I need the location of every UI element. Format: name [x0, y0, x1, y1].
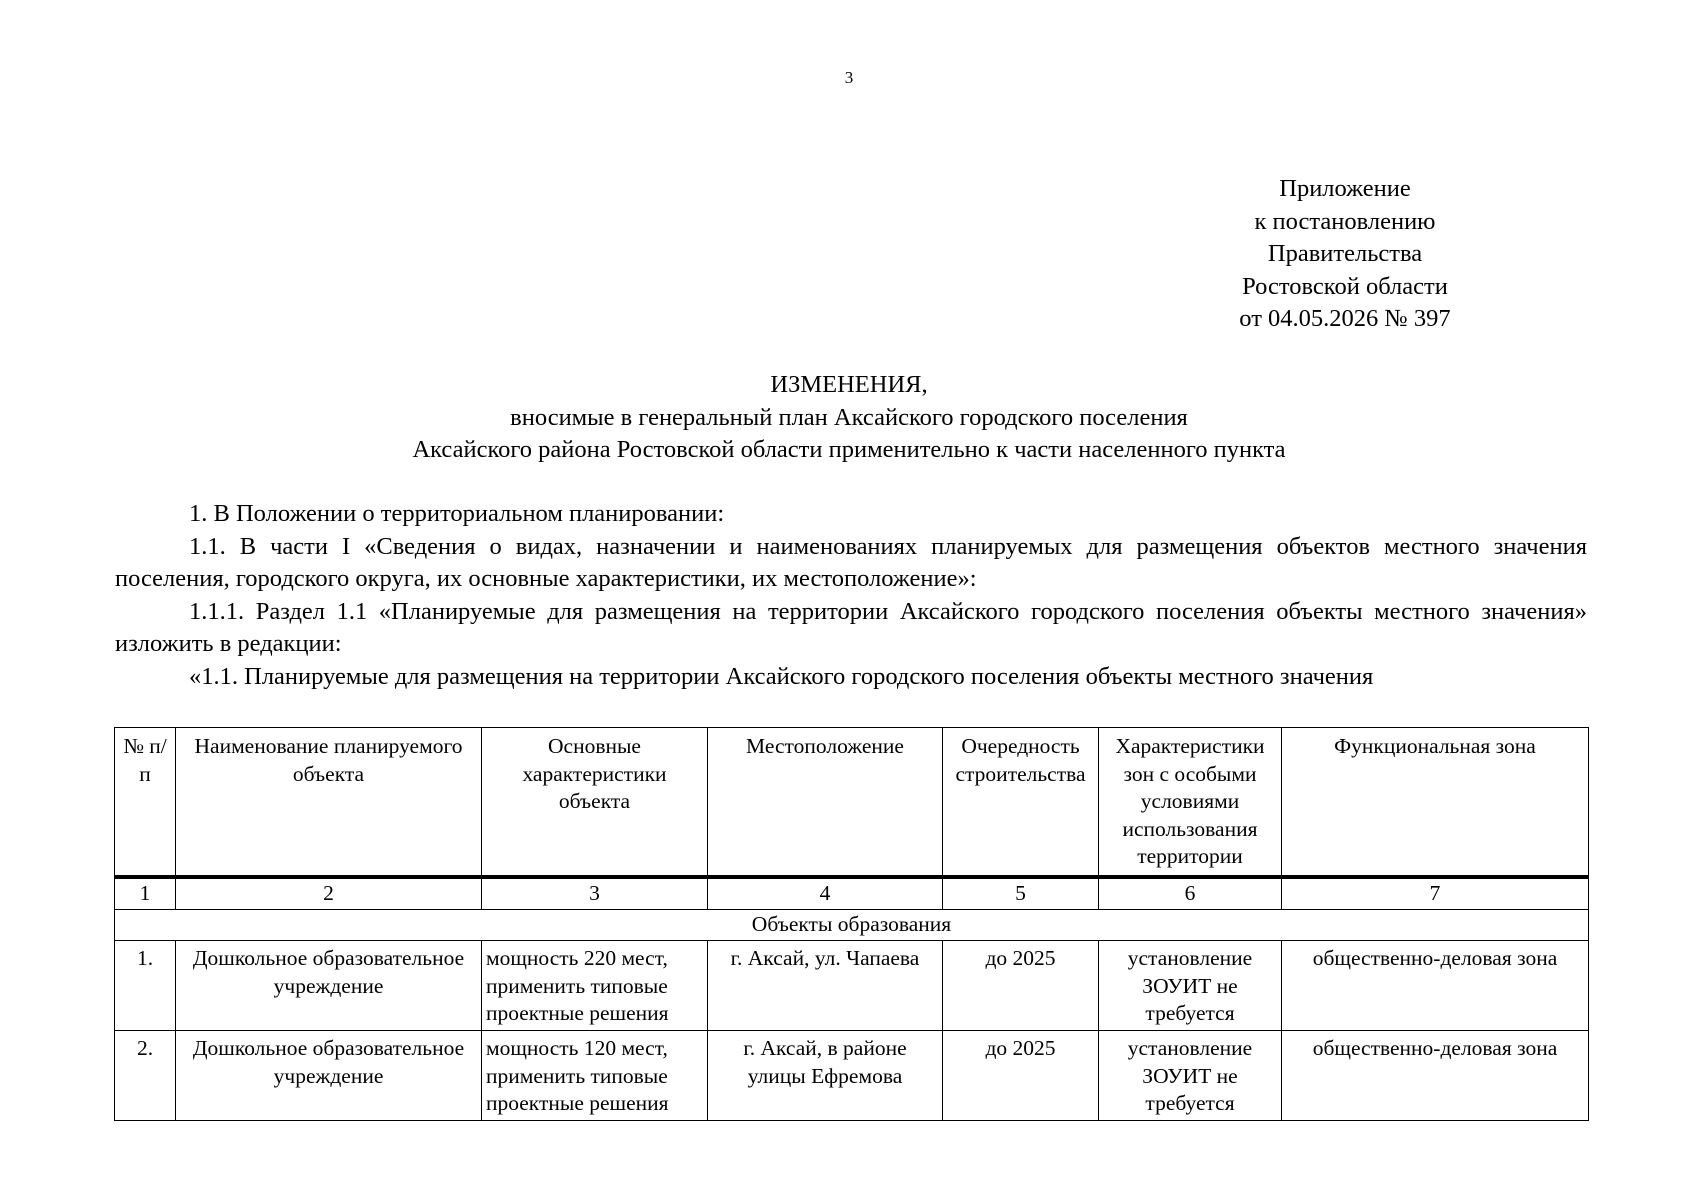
- column-header: Местоположение: [708, 728, 943, 878]
- construction-timing: до 2025: [943, 1031, 1099, 1121]
- approval-line: Приложение: [1279, 175, 1411, 202]
- page-number: 3: [844, 68, 854, 87]
- section-row: [115, 910, 1589, 941]
- column-number: 5: [943, 877, 1099, 910]
- column-number: 7: [1282, 877, 1589, 910]
- column-number: 6: [1099, 877, 1282, 910]
- object-location: г. Аксай, в районе улицы Ефремова: [708, 1031, 943, 1121]
- column-header: Характеристики зон с особыми условиями использования территории: [1099, 728, 1282, 878]
- table-header-row: [115, 728, 1589, 878]
- approval-stamp: [1190, 173, 1500, 336]
- object-characteristics: мощность 220 мест, применить типовые проектные решения: [482, 941, 708, 1031]
- column-header: Основные характеристики объекта: [482, 728, 708, 878]
- table-row: [115, 1031, 1589, 1121]
- approval-line: к постановлению: [1254, 207, 1436, 235]
- paragraph: 1.1. В части I «Сведения о видах, назначении и наименованиях планируемых для размещения объектов местного значения поселения, городского округа, их основные характеристики, их местоположение»:: [115, 532, 1587, 593]
- title-subtitle: вносимые в генеральный план Аксайского городского поселения: [510, 403, 1188, 431]
- approval-line: Ростовской области: [1242, 272, 1448, 300]
- row-number: 2.: [115, 1031, 176, 1121]
- planned-objects-table: [114, 727, 1589, 1121]
- row-number: 1.: [115, 941, 176, 1031]
- approval-date-number: от 04.05.2026 № 397: [1239, 305, 1451, 332]
- paragraph: 1. В Положении о территориальном планировании:: [189, 500, 725, 527]
- column-number: 1: [115, 877, 176, 910]
- functional-zone: общественно-деловая зона: [1282, 941, 1589, 1031]
- object-characteristics: мощность 120 мест, применить типовые проектные решения: [482, 1031, 708, 1121]
- table-row: [115, 941, 1589, 1031]
- column-numbering-row: [115, 877, 1589, 910]
- special-zones: установление ЗОУИТ не требуется: [1099, 1031, 1282, 1121]
- construction-timing: до 2025: [943, 941, 1099, 1031]
- column-header: Наименование планируемого объекта: [176, 728, 482, 878]
- object-location: г. Аксай, ул. Чапаева: [708, 941, 943, 1031]
- column-header: № п/п: [115, 728, 176, 878]
- column-header: Очередность строительства: [943, 728, 1099, 878]
- object-name: Дошкольное образовательное учреждение: [176, 1031, 482, 1121]
- body-text: [115, 498, 1587, 694]
- special-zones: установление ЗОУИТ не требуется: [1099, 941, 1282, 1031]
- approval-line: Правительства: [1267, 240, 1423, 267]
- paragraph: 1.1.1. Раздел 1.1 «Планируемые для размещения на территории Аксайского городского поселения объекты местного значения» изложить в редакции:: [115, 597, 1587, 658]
- object-name: Дошкольное образовательное учреждение: [176, 941, 482, 1031]
- section-title: Объекты образования: [115, 910, 1589, 941]
- paragraph: «1.1. Планируемые для размещения на территории Аксайского городского поселения объекты местного значения: [189, 662, 1374, 690]
- column-header: Функциональная зона: [1282, 728, 1589, 878]
- document-title: [0, 369, 1698, 467]
- column-number: 2: [176, 877, 482, 910]
- column-number: 4: [708, 877, 943, 910]
- title-subtitle: Аксайского района Ростовской области применительно к части населенного пункта: [412, 436, 1286, 463]
- title-heading: ИЗМЕНЕНИЯ,: [770, 371, 928, 398]
- column-number: 3: [482, 877, 708, 910]
- functional-zone: общественно-деловая зона: [1282, 1031, 1589, 1121]
